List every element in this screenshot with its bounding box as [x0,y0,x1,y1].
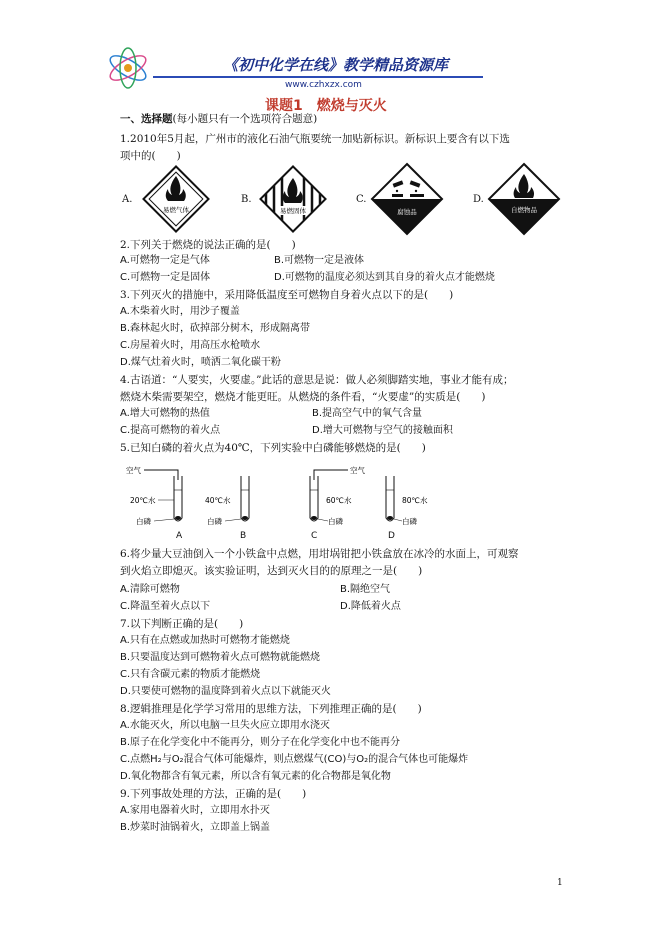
question-line: 项中的( ) [120,150,181,162]
option-c: C.可燃物一定是固体 [120,272,211,283]
option-d: D.增大可燃物与空气的接触面积 [312,425,453,436]
page-number: 1 [557,878,563,888]
question-line: 2.下列关于燃烧的说法正确的是( ) [120,239,296,251]
section-label: 一、选择题 [120,113,173,125]
option-b: B.隔绝空气 [340,584,391,595]
water-label: 80℃水 [402,496,428,505]
white-phosphorus-label: 白磷 [328,517,343,526]
option-a: A.可燃物一定是气体 [120,255,210,266]
option-c: C.只有含碳元素的物质才能燃烧 [120,669,261,680]
experiment-letter: B [240,531,247,541]
option-c: C.降温至着火点以下 [120,601,211,612]
section-note: (每小题只有一个选项符合题意) [172,113,318,125]
experiment-letter: D [388,531,395,541]
white-phosphorus-label: 白磷 [207,517,222,526]
header-title: 《初中化学在线》教学精品资源库 [223,56,449,74]
option-letter: D. [473,194,484,205]
experiment-d-diagram [378,466,458,528]
white-phosphorus-label: 白磷 [136,517,151,526]
option-b: B.炒菜时油锅着火，立即盖上锅盖 [120,822,271,833]
corrosive-sign-icon [370,162,444,236]
air-label: 空气 [126,466,141,475]
option-a: A.清除可燃物 [120,584,180,595]
flammable-gas-sign-icon [139,162,213,236]
option-a: A.木柴着火时，用沙子覆盖 [120,306,240,317]
option-letter: B. [241,194,252,205]
air-label: 空气 [350,466,365,475]
sign-label: 易燃气体 [163,206,189,214]
experiment-letter: C [311,531,318,541]
lesson-title: 课题1 燃烧与灭火 [265,98,387,114]
header-rule [153,76,483,78]
option-a: A.只有在点燃或加热时可燃物才能燃烧 [120,635,290,646]
water-label: 20℃水 [130,496,156,505]
resource-header [105,46,493,90]
option-b: B.只要温度达到可燃物着火点可燃物就能燃烧 [120,652,321,663]
water-label: 60℃水 [326,496,352,505]
experiment-a-diagram [124,466,204,528]
question-line: 8.逻辑推理是化学学习常用的思维方法，下列推理正确的是( ) [120,703,422,715]
question-line: 燃烧木柴需要架空，燃烧才能更旺。从燃烧的条件看，“火要虚”的实质是( ) [120,391,486,403]
water-label: 40℃水 [205,496,231,505]
option-b: B.原子在化学变化中不能再分，则分子在化学变化中也不能再分 [120,737,401,748]
atom-logo-icon [105,46,151,90]
option-letter: A. [122,194,133,205]
question-line: 7.以下判断正确的是( ) [120,618,244,630]
header-url: www.czhxzx.com [285,80,362,90]
option-a: A.水能灭火，所以电脑一旦失火应立即用水浇灭 [120,720,330,731]
experiment-c-diagram [298,466,378,528]
sign-label: 腐蚀品 [397,208,417,216]
option-b: B.可燃物一定是液体 [274,255,365,266]
option-d: D.可燃物的温度必须达到其自身的着火点才能燃烧 [274,272,495,283]
flammable-solid-sign-icon [256,162,330,236]
option-d: D.只要使可燃物的温度降到着火点以下就能灭火 [120,686,331,697]
question-line: 9.下列事故处理的方法，正确的是( ) [120,788,307,800]
option-b: B.提高空气中的氧气含量 [312,408,423,419]
question-line: 5.已知白磷的着火点为40℃，下列实验中白磷能够燃烧的是( ) [120,442,426,454]
question-line: 1.2010年5月起，广州市的液化石油气瓶要统一加贴新标识。新标识上要含有以下选 [120,133,510,145]
sign-label: 自燃物品 [511,206,537,214]
option-d: D.氧化物都含有氧元素，所以含有氧元素的化合物都是氧化物 [120,771,391,782]
white-phosphorus-label: 白磷 [402,517,417,526]
question-line: 6.将少量大豆油倒入一个小铁盒中点燃，用坩埚钳把小铁盒放在冰冷的水面上，可观察 [120,548,519,560]
experiment-b-diagram [205,466,285,528]
sign-label: 易燃固体 [280,207,306,215]
question-line: 4.古语道：“人要实，火要虚。”此话的意思是说：做人必须脚踏实地，事业才能有成； [120,374,514,386]
experiment-letter: A [176,531,183,541]
option-c: C.点燃H₂与O₂混合气体可能爆炸，则点燃煤气(CO)与O₂的混合气体也可能爆炸 [120,754,469,765]
option-a: A.增大可燃物的热值 [120,408,210,419]
option-d: D.降低着火点 [340,601,401,612]
section-heading [120,112,317,126]
spontaneously-combustible-sign-icon [487,162,561,236]
question-line: 到火焰立即熄灭。该实验证明，达到灭火目的的原理之一是( ) [120,565,423,577]
option-a: A.家用电器着火时，立即用水扑灭 [120,805,270,816]
option-letter: C. [356,194,367,205]
option-c: C.房屋着火时，用高压水枪喷水 [120,340,261,351]
option-b: B.森林起火时，砍掉部分树木，形成隔离带 [120,323,311,334]
question-line: 3.下列灭火的措施中，采用降低温度至可燃物自身着火点以下的是( ) [120,289,454,301]
option-d: D.煤气灶着火时，喷洒二氧化碳干粉 [120,357,281,368]
option-c: C.提高可燃物的着火点 [120,425,221,436]
